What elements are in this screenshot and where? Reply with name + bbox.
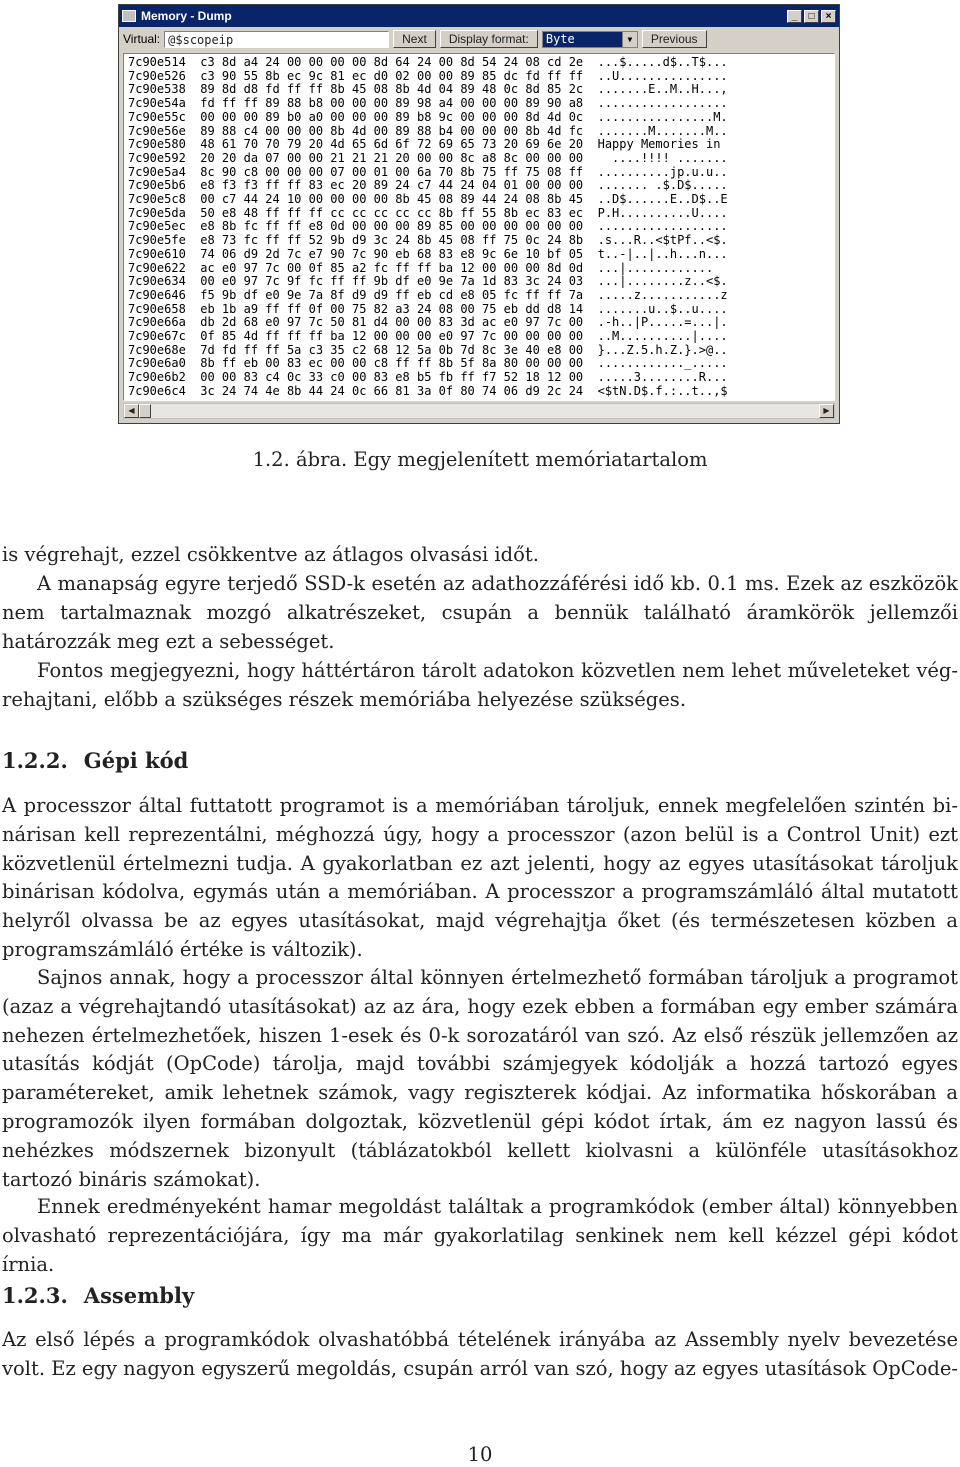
paragraph-ssd: A manapság egyre terjedő SSD-k esetén az adathozzáférési idő kb. 0.1 ms. Ezek az eszközök nem tartalmaznak mozgó alkatrészeket, csupán a bennük található áramkörök jellemzői határozzák meg ezt a sebességet. [2,572,958,653]
display-format-value: Byte [545,31,575,46]
dump-row: 7c90e5a4 8c 90 c8 00 00 00 07 00 01 00 6a 70 8b 75 ff 75 08 ff ..........jp.u.u.. [128,164,728,179]
figure-caption: 1.2. ábra. Egy megjelenített memóriatartalom [252,448,708,471]
dump-row: 7c90e55c 00 00 00 89 b0 a0 00 00 00 89 b8 9c 00 00 00 8d 4d 0c ................M. [128,109,728,124]
minimize-button[interactable]: _ [787,10,802,23]
chevron-down-icon[interactable]: ▼ [622,32,637,47]
section-title: Gépi kód [83,748,189,773]
paragraph-storage: Fontos megjegyezni, hogy háttértáron tárolt adatokon közvetlen nem lehet műveleteket végrehajtani, előbb a szükséges részek memóriába helyezése szükséges. [2,659,958,711]
dump-row: 7c90e634 00 e0 97 7c 9f fc ff ff 9b df e0 9e 7a 1d 83 3c 24 03 ...|........z..<$. [128,274,728,289]
dump-row: 7c90e526 c3 90 55 8b ec 9c 81 ec d0 02 00 00 89 85 dc fd ff ff ..U............... [128,68,728,83]
memory-dump-window [118,4,840,424]
dump-row: 7c90e658 eb 1b a9 ff ff 0f 00 75 82 a3 24 08 00 75 eb dd d8 14 .......u..$..u.... [128,301,728,316]
dump-row: 7c90e610 74 06 d9 2d 7c e7 90 7c 90 eb 68 83 e8 9c 6e 10 bf 05 t..-|..|..h...n... [128,246,728,261]
dump-row: 7c90e538 89 8d d8 fd ff ff 8b 45 08 8b 4d 04 89 48 0c 8d 85 2c .......E..M..H..., [128,82,728,97]
paragraph-gepi-kod-2: Sajnos annak, hogy a processzor által könnyen értelmezhető formában tároljuk a programot (azaz a végrehajtandó utasításokat) az az ára, hogy ezek ebben a formában egy ember számára nehezen értelmezhetőek, hiszen 1-esek és 0-k sorozatáról van szó. Az első részük jellemzően az utasítás kódját (OpCode) tárolja, majd további számjegyek kódolják a hozzá tartozó egyes paramétereket, amik lehetnek számok, vagy regiszterek kódjai. Az informatika hőskorában a programozók ilyen formában dolgoztak, közvetlenül gépi kódot írtak, ám ez nagyon lassú és nehézkes módszernek bizonyult (táblázatokból kellett kiolvasni a különféle utasításokhoz tartozó bináris számokat). [2,966,958,1191]
horizontal-scrollbar[interactable] [123,403,835,419]
paragraph-assembly: Az első lépés a programkódok olvashatóbbá tételének irányába az Assembly nyelv bevezetése volt. Ez egy nagyon egyszerű megoldás, csupán arról van szó, hogy az egyes utasítások OpCode- [2,1328,959,1380]
window-titlebar [119,5,839,27]
dump-row: 7c90e514 c3 8d a4 24 00 00 00 00 8d 64 24 00 8d 54 24 08 cd 2e ...$.....d$..T$... [128,55,728,69]
dump-row: 7c90e6a0 8b ff eb 00 83 ec 00 00 c8 ff ff 8b 5f 8a 80 00 00 00 ............_..... [128,356,728,371]
paragraph-gepi-kod-1: A processzor által futtatott programot is a memóriában tároljuk, ennek megfelelően szintén binárisan kell reprezentálni, méghozzá úgy, hogy a processzor (azon belül is a Control Unit) ezt közvetlenül értelmezni tudja. A gyakorlatban ez azt jelenti, hogy az egyes utasításokat tároljuk binárisan kódolva, egymás után a memóriában. A processzor a programszámláló által mutatott helyről olvassa be az egyes utasításokat, majd végrehajtja őket (és természetesen közben a programszámláló értéke is változik). [2,794,958,961]
dump-row: 7c90e5ec e8 8b fc ff ff e8 0d 00 00 00 89 85 00 00 00 00 00 00 .................. [128,219,728,234]
section-heading-assembly [2,1283,194,1308]
dump-row: 7c90e622 ac e0 97 7c 00 0f 85 a2 fc ff ff ba 12 00 00 00 8d 0d ...|............ [128,260,714,275]
page-number: 10 [467,1443,493,1466]
dump-row: 7c90e5da 50 e8 48 ff ff ff cc cc cc cc cc 8b ff 55 8b ec 83 ec P.H..........U.... [128,205,728,220]
scroll-right-icon[interactable]: ▶ [819,404,834,418]
dump-row: 7c90e56e 89 88 c4 00 00 00 8b 4d 00 89 88 b4 00 00 00 8b 4d fc .......M.......M.. [128,123,728,138]
dump-row: 7c90e6c4 3c 24 74 4e 8b 44 24 0c 66 81 3a 0f 80 74 06 d9 2c 24 <$tN.D$.f.:..t..,$ [128,383,728,398]
dump-row: 7c90e67c 0f 85 4d ff ff ff ba 12 00 00 00 e0 97 7c 00 00 00 00 ..M..........|.... [128,329,728,344]
section-number: 1.2.2. [2,748,68,773]
section-number: 1.2.3. [2,1283,68,1308]
paragraph-continuation: is végrehajt, ezzel csökkentve az átlagos olvasási időt. [2,543,539,566]
display-format-select[interactable] [542,31,638,48]
dump-row: 7c90e646 f5 9b df e0 9e 7a 8f d9 d9 ff eb cd e8 05 fc ff ff 7a .....z...........z [128,287,728,302]
dump-row: 7c90e54a fd ff ff 89 88 b8 00 00 00 89 98 a4 00 00 00 89 90 a8 .................. [128,96,728,111]
dump-row: 7c90e68e 7d fd ff ff 5a c3 35 c2 68 12 5a 0b 7d 8c 3e 40 e8 00 }...Z.5.h.Z.}.>@.. [128,342,728,357]
maximize-button[interactable]: □ [804,10,819,23]
dump-row: 7c90e66a db 2d 68 e0 97 7c 50 81 d4 00 00 83 3d ac e0 97 7c 00 .-h..|P.....=...|. [128,315,728,330]
memory-toolbar [119,27,839,51]
dump-row: 7c90e5fe e8 73 fc ff ff 52 9b d9 3c 24 8b 45 08 ff 75 0c 24 8b .s...R..<$tPf..<$. [128,233,728,248]
previous-button[interactable]: Previous [642,30,707,48]
paragraph-gepi-kod-3: Ennek eredményeként hamar megoldást találtak a programkódok (ember által) könnyebben olvasható reprezentációjára, így ma már gyakorlatilag senkinek nem kell kézzel gépi kódot írnia. [2,1195,958,1276]
section-heading-gepi-kod [2,748,188,773]
window-app-icon [122,10,136,22]
scroll-thumb[interactable] [139,404,151,418]
memory-dump-area[interactable] [123,53,835,401]
close-button[interactable]: × [821,10,836,23]
virtual-label: Virtual: [123,32,161,46]
dump-row: 7c90e580 48 61 70 70 79 20 4d 65 6d 6f 72 69 65 73 20 69 6e 20 Happy Memories in [128,137,728,152]
next-button[interactable]: Next [393,30,436,48]
dump-row: 7c90e5b6 e8 f3 f3 ff ff 83 ec 20 89 24 c7 44 24 04 01 00 00 00 ....... .$.D$..... [128,178,728,193]
virtual-address-input[interactable]: @$scopeip [164,31,389,48]
dump-row: 7c90e5c8 00 c7 44 24 10 00 00 00 00 8b 45 08 89 44 24 08 8b 45 ..D$......E..D$..E [128,192,728,207]
section-title: Assembly [83,1283,195,1308]
dump-row: 7c90e6b2 00 00 83 c4 0c 33 c0 00 83 e8 b5 fb ff f7 52 18 12 00 .....3........R... [128,370,728,385]
scroll-left-icon[interactable]: ◀ [124,404,139,418]
window-title: Memory - Dump [141,9,232,23]
display-format-button[interactable]: Display format: [440,30,538,48]
dump-row: 7c90e592 20 20 da 07 00 00 21 21 21 20 00 00 8c a8 8c 00 00 00 ....!!!! ....... [128,150,728,165]
